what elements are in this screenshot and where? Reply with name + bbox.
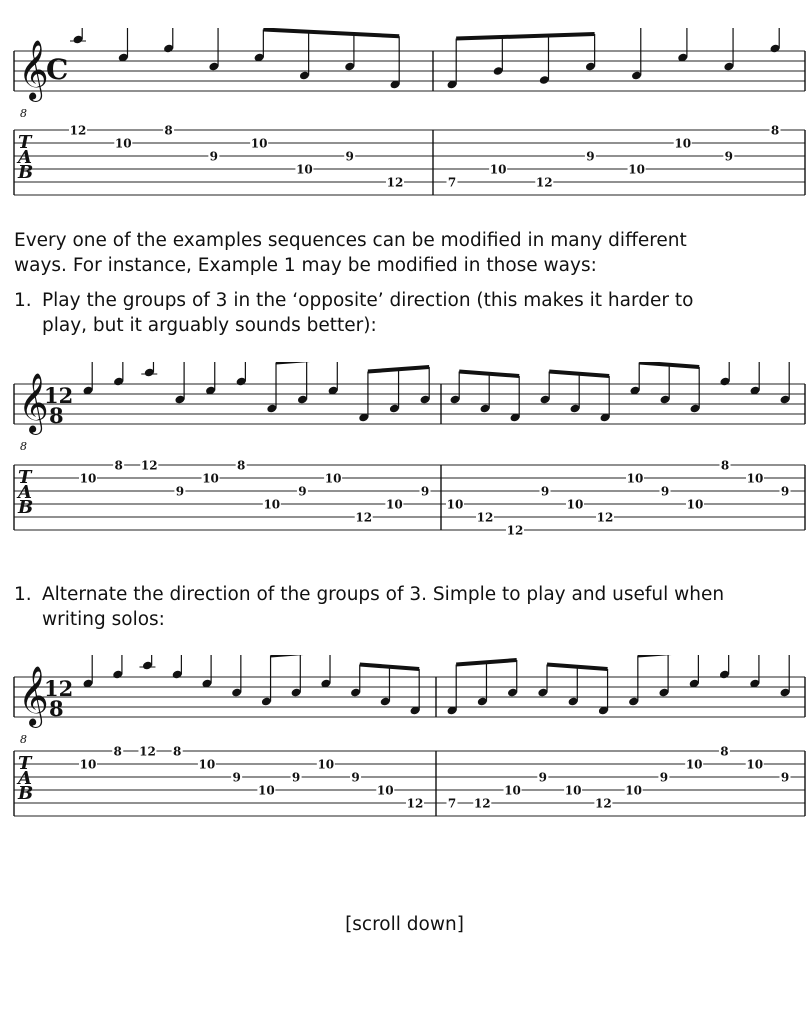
note-beam xyxy=(456,34,594,39)
intro-paragraph-line-2: ways. For instance, Example 1 may be modified in those ways: xyxy=(14,255,597,276)
tab-fret-number: 10 xyxy=(324,471,342,486)
tab-fret-number: 10 xyxy=(746,471,764,486)
tab-fret-number: 9 xyxy=(291,770,301,785)
tab-fret-number: 10 xyxy=(386,497,403,512)
tab-fret-number: 9 xyxy=(659,770,669,785)
time-signature: C xyxy=(46,53,69,86)
tab-fret-number: 8 xyxy=(720,458,730,473)
note-beam xyxy=(547,665,608,670)
list-item-2-number: 1. xyxy=(14,584,32,605)
tab-fret-number: 10 xyxy=(263,497,281,512)
tab-fret-number: 7 xyxy=(447,796,457,811)
tab-fret-number: 10 xyxy=(628,162,645,177)
tab-fret-number: 10 xyxy=(258,783,275,798)
tab-fret-number: 10 xyxy=(685,757,703,772)
tab-fret-number: 12 xyxy=(506,523,524,538)
tab-fret-number: 9 xyxy=(724,149,734,164)
tab-fret-number: 9 xyxy=(540,484,550,499)
tab-fret-number: 10 xyxy=(250,136,268,151)
scroll-down-note: [scroll down] xyxy=(345,914,464,935)
note-beam xyxy=(360,665,419,670)
tab-fret-number: 10 xyxy=(202,471,219,486)
note-beam xyxy=(368,367,429,372)
tab-fret-number: 9 xyxy=(232,770,241,785)
tab-fret-number: 8 xyxy=(720,744,729,759)
tab-fret-number: 9 xyxy=(586,149,595,164)
tab-clef-letter: A xyxy=(18,768,32,789)
notation-system-1 xyxy=(0,28,809,203)
tab-fret-number: 10 xyxy=(489,162,507,177)
tab-fret-number: 10 xyxy=(79,471,97,486)
tab-fret-number: 12 xyxy=(406,796,424,811)
list-item-1-number: 1. xyxy=(14,290,32,311)
tab-fret-number: 10 xyxy=(317,757,335,772)
octave-marker: 8 xyxy=(20,107,27,120)
tab-clef-letter: T xyxy=(18,132,32,153)
tab-fret-number: 9 xyxy=(351,770,360,785)
tab-fret-number: 12 xyxy=(473,796,491,811)
tab-fret-number: 10 xyxy=(626,471,644,486)
tab-fret-number: 12 xyxy=(535,175,553,190)
tab-clef-letter: B xyxy=(18,783,34,804)
tab-fret-number: 12 xyxy=(595,796,612,811)
time-signature-bottom: 8 xyxy=(49,696,64,721)
tab-fret-number: 10 xyxy=(504,783,521,798)
octave-marker: 8 xyxy=(20,440,27,453)
list-item-2-line-2: writing solos: xyxy=(42,609,165,630)
tab-fret-number: 10 xyxy=(686,497,704,512)
tab-fret-number: 10 xyxy=(198,757,216,772)
tab-fret-number: 10 xyxy=(564,783,582,798)
tab-fret-number: 10 xyxy=(746,757,764,772)
tab-clef-letter: A xyxy=(18,147,32,168)
tab-clef-letter: B xyxy=(18,162,34,183)
tab-fret-number: 9 xyxy=(209,149,219,164)
note-beam xyxy=(639,363,699,368)
tab-fret-number: 8 xyxy=(237,458,246,473)
note-beam xyxy=(263,30,399,37)
tab-fret-number: 9 xyxy=(420,484,430,499)
time-signature-top: 12 xyxy=(44,383,74,408)
tab-fret-number: 12 xyxy=(386,175,404,190)
tab-fret-number: 9 xyxy=(538,770,547,785)
intro-paragraph-line-1: Every one of the examples sequences can be modified in many different xyxy=(14,230,687,251)
note-beam xyxy=(549,372,609,377)
intro-paragraph xyxy=(14,228,804,278)
tab-fret-number: 12 xyxy=(140,458,158,473)
treble-clef-icon: 𝄞 xyxy=(18,373,49,433)
time-signature-top: 12 xyxy=(44,676,74,701)
tab-fret-number: 8 xyxy=(770,123,780,138)
tab-fret-number: 9 xyxy=(298,484,307,499)
note-beam xyxy=(459,372,519,377)
note-beam xyxy=(456,660,517,665)
tab-fret-number: 10 xyxy=(296,162,313,177)
tab-fret-number: 7 xyxy=(447,175,457,190)
tab-clef-letter: T xyxy=(18,467,32,488)
tab-fret-number: 8 xyxy=(113,744,122,759)
list-item-1-line-1: Play the groups of 3 in the ‘opposite’ direction (this makes it harder to xyxy=(42,290,694,311)
tab-fret-number: 9 xyxy=(780,770,790,785)
notation-system-3 xyxy=(0,655,809,830)
tab-fret-number: 9 xyxy=(345,149,354,164)
list-item-1-line-2: play, but it arguably sounds better): xyxy=(42,315,377,336)
tab-fret-number: 10 xyxy=(566,497,584,512)
tab-fret-number: 10 xyxy=(625,783,642,798)
tab-fret-number: 8 xyxy=(173,744,182,759)
tab-fret-number: 12 xyxy=(69,123,87,138)
treble-clef-icon: 𝄞 xyxy=(18,666,49,726)
tab-fret-number: 10 xyxy=(79,757,97,772)
tab-fret-number: 12 xyxy=(476,510,494,525)
list-item-2-line-1: Alternate the direction of the groups of 3. Simple to play and useful when xyxy=(42,584,725,605)
tab-fret-number: 9 xyxy=(780,484,790,499)
tab-fret-number: 10 xyxy=(674,136,692,151)
notation-system-2 xyxy=(0,362,809,567)
time-signature-bottom: 8 xyxy=(49,403,64,428)
tab-fret-number: 12 xyxy=(139,744,156,759)
tab-fret-number: 10 xyxy=(446,497,464,512)
tab-fret-number: 10 xyxy=(114,136,132,151)
tab-fret-number: 8 xyxy=(164,123,173,138)
tab-fret-number: 8 xyxy=(114,458,123,473)
notation-system-3-svg xyxy=(0,655,809,830)
notation-system-1-svg xyxy=(0,28,809,203)
treble-clef-icon: 𝄞 xyxy=(18,40,49,100)
tab-fret-number: 9 xyxy=(175,484,185,499)
tab-clef-letter: T xyxy=(18,753,32,774)
octave-marker: 8 xyxy=(20,733,27,746)
tab-fret-number: 12 xyxy=(596,510,614,525)
tab-fret-number: 12 xyxy=(355,510,373,525)
notation-system-2-svg xyxy=(0,362,809,567)
tab-clef-letter: A xyxy=(18,482,32,503)
tab-clef-letter: B xyxy=(18,497,34,518)
tab-fret-number: 9 xyxy=(660,484,670,499)
tab-fret-number: 10 xyxy=(376,783,394,798)
